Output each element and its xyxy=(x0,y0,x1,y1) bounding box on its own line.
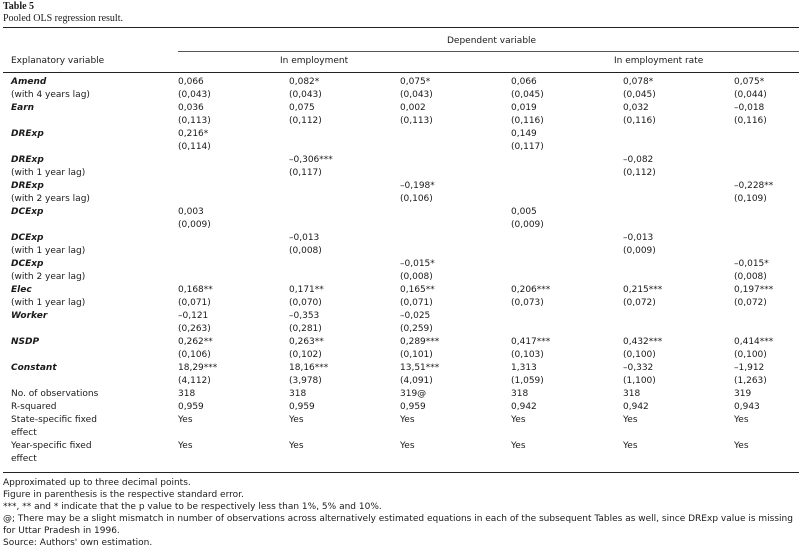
table-cell: 0,942 xyxy=(623,402,649,412)
row-label: State-specific fixed xyxy=(11,415,97,425)
footnote-line: for Uttar Pradesh in 1996. xyxy=(3,526,120,536)
footnote-line: ***, ** and * indicate that the p value to be respectively less than 1%, 5% and 10%. xyxy=(3,502,382,512)
row-label: (with 1 year lag) xyxy=(11,298,86,308)
table-cell: –0,013 xyxy=(289,233,320,243)
table-cell: 0,066 xyxy=(511,77,537,87)
table-cell: (0,101) xyxy=(400,350,433,360)
footnote-line: Approximated up to three decimal points. xyxy=(3,478,191,488)
row-label: (with 1 year lag) xyxy=(11,246,86,256)
table-cell: (0,281) xyxy=(289,324,322,334)
table-cell: 0,942 xyxy=(511,402,537,412)
table-cell: 18,29*** xyxy=(178,363,218,373)
table-cell: 319@ xyxy=(400,389,427,399)
table-cell: (0,009) xyxy=(623,246,656,256)
table-cell: Yes xyxy=(400,441,415,451)
table-cell: 0,149 xyxy=(511,129,537,139)
table-cell: Yes xyxy=(178,415,193,425)
row-label: Earn xyxy=(11,103,35,113)
table-cell: (0,043) xyxy=(289,90,322,100)
table-cell: 0,171** xyxy=(289,285,324,295)
row-label: DCExp xyxy=(11,259,44,269)
table-cell: (0,045) xyxy=(623,90,656,100)
table-cell: (0,070) xyxy=(289,298,322,308)
header-in-employment-rate: In employment rate xyxy=(614,56,704,66)
table-cell: –0,306*** xyxy=(289,155,333,165)
table-cell: (0,259) xyxy=(400,324,433,334)
table-cell: (0,043) xyxy=(400,90,433,100)
table-cell: –0,353 xyxy=(289,311,320,321)
row-label: (with 1 year lag) xyxy=(11,168,86,178)
table-cell: Yes xyxy=(511,441,526,451)
table-cell: (3,978) xyxy=(289,376,322,386)
table-cell: (0,100) xyxy=(734,350,767,360)
row-label: DRExp xyxy=(11,181,44,191)
table-cell: (4,112) xyxy=(178,376,211,386)
table-cell: (0,112) xyxy=(289,116,322,126)
table-cell: 0,032 xyxy=(623,103,649,113)
table-cell: 318 xyxy=(178,389,196,399)
footnote-line: Figure in parenthesis is the respective standard error. xyxy=(3,490,244,500)
table-cell: (4,091) xyxy=(400,376,433,386)
table-cell: 0,197*** xyxy=(734,285,774,295)
table-cell: (0,113) xyxy=(178,116,211,126)
table-cell: (1,100) xyxy=(623,376,656,386)
table-cell: 0,019 xyxy=(511,103,537,113)
table-cell: (0,009) xyxy=(178,220,211,230)
table-cell: (0,008) xyxy=(734,272,767,282)
table-cell: Yes xyxy=(289,441,304,451)
table-cell: 318 xyxy=(623,389,641,399)
table-cell: –0,013 xyxy=(623,233,654,243)
table-cell: Yes xyxy=(734,415,749,425)
table-cell: 0,206*** xyxy=(511,285,551,295)
table-cell: 0,066 xyxy=(178,77,204,87)
table-cell: 0,959 xyxy=(178,402,204,412)
table-cell: 0,168** xyxy=(178,285,213,295)
table-cell: Yes xyxy=(289,415,304,425)
table-cell: (0,113) xyxy=(400,116,433,126)
row-label: DRExp xyxy=(11,155,44,165)
row-label: R-squared xyxy=(11,402,57,412)
table-cell: 0,036 xyxy=(178,103,204,113)
row-label: Worker xyxy=(11,311,48,321)
table-cell: (0,102) xyxy=(289,350,322,360)
table-cell: (0,116) xyxy=(734,116,767,126)
table-cell: (0,009) xyxy=(511,220,544,230)
table-cell: 0,078* xyxy=(623,77,654,87)
table-cell: 0,414*** xyxy=(734,337,774,347)
table-cell: 0,075 xyxy=(289,103,315,113)
table-cell: (0,100) xyxy=(623,350,656,360)
table-cell: 319 xyxy=(734,389,752,399)
table-cell: (0,117) xyxy=(289,168,322,178)
footnote-line: @; There may be a slight mismatch in number of observations across alternatively estimated equations in each of the subsequent Tables as well, since DRExp value is missing xyxy=(3,514,793,524)
table-subtitle: Pooled OLS regression result. xyxy=(3,13,123,24)
table-cell: (0,109) xyxy=(734,194,767,204)
header-dependent-variable: Dependent variable xyxy=(447,36,537,46)
row-label: (with 4 years lag) xyxy=(11,90,90,100)
table-cell: (0,103) xyxy=(511,350,544,360)
table-cell: –0,228** xyxy=(734,181,774,191)
rule-bottom xyxy=(3,472,799,473)
table-cell: (0,263) xyxy=(178,324,211,334)
table-cell: (0,043) xyxy=(178,90,211,100)
table-cell: 0,432*** xyxy=(623,337,663,347)
row-label: effect xyxy=(11,454,37,464)
table-cell: (0,044) xyxy=(734,90,767,100)
table-cell: –0,332 xyxy=(623,363,654,373)
table-cell: (1,263) xyxy=(734,376,767,386)
table-cell: (0,114) xyxy=(178,142,211,152)
table-cell: (0,073) xyxy=(511,298,544,308)
table-cell: Yes xyxy=(623,441,638,451)
table-cell: 0,959 xyxy=(289,402,315,412)
footnote-line: Source: Authors' own estimation. xyxy=(3,538,153,548)
table-cell: (0,072) xyxy=(623,298,656,308)
table-cell: (0,112) xyxy=(623,168,656,178)
table-cell: (0,106) xyxy=(178,350,211,360)
table-cell: 0,002 xyxy=(400,103,426,113)
table-cell: Yes xyxy=(178,441,193,451)
row-label: Constant xyxy=(11,363,57,373)
row-label: (with 2 year lag) xyxy=(11,272,86,282)
table-cell: Yes xyxy=(623,415,638,425)
table-cell: (1,059) xyxy=(511,376,544,386)
table-cell: (0,045) xyxy=(511,90,544,100)
row-label: DCExp xyxy=(11,207,44,217)
table-cell: –0,018 xyxy=(734,103,765,113)
table-cell: 18,16*** xyxy=(289,363,329,373)
table-cell: (0,008) xyxy=(400,272,433,282)
table-cell: 0,003 xyxy=(178,207,204,217)
table-cell: 0,263** xyxy=(289,337,324,347)
table-cell: –0,015* xyxy=(400,259,435,269)
table-cell: (0,008) xyxy=(289,246,322,256)
table-cell: 0,005 xyxy=(511,207,537,217)
header-in-employment: In employment xyxy=(280,56,349,66)
table-cell: 0,959 xyxy=(400,402,426,412)
row-label: Year-specific fixed xyxy=(11,441,92,451)
table-cell: 0,075* xyxy=(400,77,431,87)
table-cell: (0,072) xyxy=(734,298,767,308)
table-cell: –0,015* xyxy=(734,259,769,269)
row-label: (with 2 years lag) xyxy=(11,194,90,204)
table-cell: 0,215*** xyxy=(623,285,663,295)
table-cell: 0,262** xyxy=(178,337,213,347)
row-label: DRExp xyxy=(11,129,44,139)
table-cell: –0,082 xyxy=(623,155,654,165)
table-cell: –1,912 xyxy=(734,363,765,373)
row-label: DCExp xyxy=(11,233,44,243)
table-cell: Yes xyxy=(734,441,749,451)
table-cell: 13,51*** xyxy=(400,363,440,373)
row-label: Elec xyxy=(11,285,32,295)
row-label: NSDP xyxy=(11,337,40,347)
table-cell: 318 xyxy=(289,389,307,399)
table-cell: 0,165** xyxy=(400,285,435,295)
table-cell: (0,106) xyxy=(400,194,433,204)
table-cell: 0,216* xyxy=(178,129,209,139)
table-cell: 318 xyxy=(511,389,529,399)
row-label: No. of observations xyxy=(11,389,99,399)
table-cell: 0,075* xyxy=(734,77,765,87)
table-cell: –0,121 xyxy=(178,311,209,321)
table-cell: (0,117) xyxy=(511,142,544,152)
table-cell: (0,071) xyxy=(400,298,433,308)
table-cell: (0,116) xyxy=(511,116,544,126)
table-cell: 0,943 xyxy=(734,402,760,412)
table-cell: Yes xyxy=(400,415,415,425)
table-cell: Yes xyxy=(511,415,526,425)
row-label: Amend xyxy=(11,77,47,87)
header-explanatory-variable: Explanatory variable xyxy=(11,56,105,66)
table-cell: (0,071) xyxy=(178,298,211,308)
table-cell: 0,289*** xyxy=(400,337,440,347)
table-cell: (0,116) xyxy=(623,116,656,126)
table-cell: 0,082* xyxy=(289,77,320,87)
table-cell: 1,313 xyxy=(511,363,537,373)
table-cell: –0,025 xyxy=(400,311,431,321)
row-label: effect xyxy=(11,428,37,438)
table-title: Table 5 xyxy=(3,1,35,12)
table-cell: 0,417*** xyxy=(511,337,551,347)
table-cell: –0,198* xyxy=(400,181,435,191)
